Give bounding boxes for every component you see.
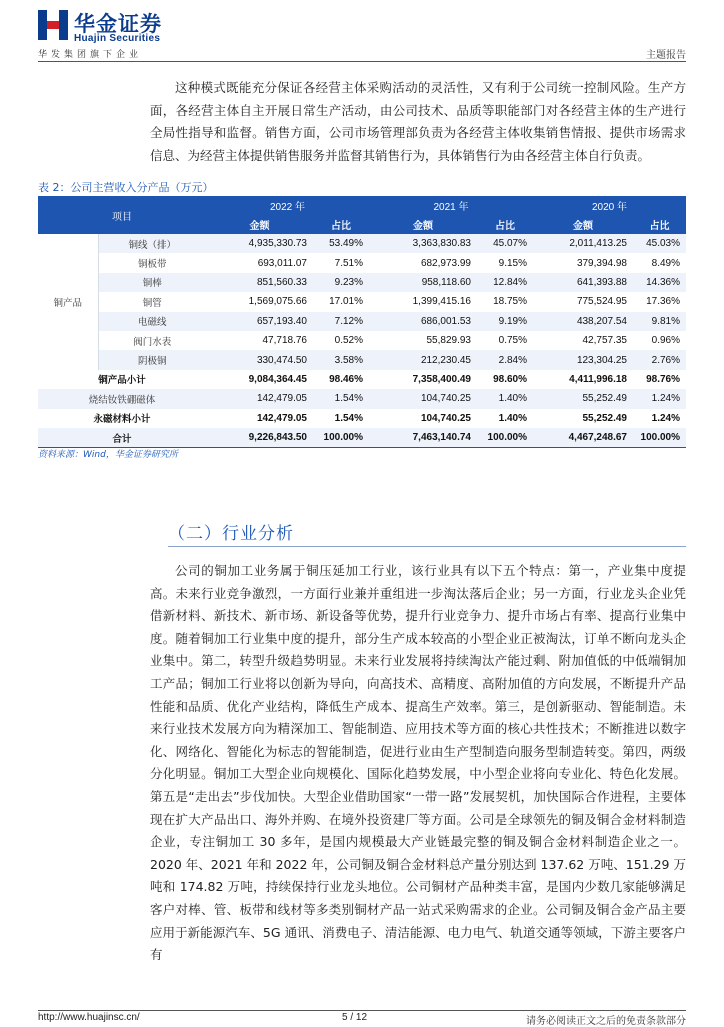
table-row bbox=[38, 350, 686, 369]
group-tagline: 华发集团旗下企业 bbox=[38, 50, 143, 60]
amount-cell: 3,363,830.83 bbox=[412, 238, 471, 250]
share-cell: 9.81% bbox=[651, 315, 680, 327]
share-cell: 2.84% bbox=[498, 354, 527, 366]
amount-cell: 104,740.25 bbox=[420, 393, 471, 405]
header-amount: 金额 bbox=[533, 215, 633, 234]
amount-cell: 7,358,400.49 bbox=[412, 373, 471, 385]
table-row bbox=[38, 331, 686, 350]
share-cell: 98.60% bbox=[493, 373, 527, 385]
share-cell: 9.15% bbox=[498, 257, 527, 269]
share-cell: 53.49% bbox=[329, 238, 363, 250]
share-cell: 7.12% bbox=[334, 315, 363, 327]
amount-cell: 438,207.54 bbox=[576, 315, 627, 327]
row-label: 电磁线 bbox=[137, 317, 167, 329]
huajin-logo-icon bbox=[38, 10, 68, 40]
amount-cell: 47,718.76 bbox=[262, 335, 307, 347]
section-paragraph-text: 公司的铜加工业务属于铜压延加工行业，该行业具有以下五个特点：第一，产业集中度提高。未来行业竞争激烈，一方面行业兼并重组进一步淘汰落后企业；另一方面，行业龙头企业凭借新材料、新技术、新市场、新设备等优势，提升行业竞争力、提升市场占有率、提高行业集中度。随着铜加工行业集中度的提升，部分生产成本较高的小型企业正被淘汰，订单不断向龙头企业集中。第二，转型升级趋势明显。未来行业发展将持续淘汰产能过剩、附加值低的中低端铜加工产品；铜加工行业将以创新为导向，向高技术、高精度、高附加值的方向发展，不断提升产品性能和品质、优化产业结构，降低生产成本、提高生产效率。第三，是创新驱动、智能制造。未来行业技术发展方向为精深加工、智能制造、应用技术等方面的核心共性技术；不断推进以数字化、网络化、智能化为标志的智能制造，促进行业由生产型制造向服务型制造转变。第四，两级分化明显。铜加工大型企业向规模化、国际化趋势发展，中小型企业将向专业化、特色化发展。第五是“走出去”步伐加快。大型企业借助国家“一带一路”发展契机，加快国际合作进程，主要体现在扩大产品出口、海外并购、在境外投资建厂等方面。公司是全球领先的铜及铜合金材料制造企业，专注铜加工 30 多年，是国内规模最大产业链最完整的铜及铜合金材料制造企业之一。2020 年、2021 年和 2022 年，公司铜及铜合金材料总产量分别达到 137.62 万吨、151.29 万吨和 174.82 万吨，持续保持行业龙头地位。公司铜材产品种类丰富，是国内少数几家能够满足客户对棒、管、板带和线材等多类别铜材产品一站式采购需求的企业。公司铜及铜合金产品主要应用于新能源汽车、5G 通讯、消费电子、清洁能源、电力电气、轨道交通等领域，下游主要客户有 bbox=[150, 563, 686, 963]
intro-paragraph-text: 这种模式既能充分保证各经营主体采购活动的灵活性，又有利于公司统一控制风险。生产方面，各经营主体自主开展日常生产活动，由公司技术、品质等职能部门对各经营主体的生产进行全局性指导和监督。销售方面，公司市场管理部负责为各经营主体收集销售情报、提供市场需求信息、为经营主体提供销售服务并监督其销售行为，具体销售行为由各经营主体自行负责。 bbox=[150, 80, 686, 163]
header-share: 占比 bbox=[313, 215, 369, 234]
header-share: 占比 bbox=[477, 215, 533, 234]
share-cell: 14.36% bbox=[646, 276, 680, 288]
amount-cell: 9,226,843.50 bbox=[206, 428, 313, 448]
header-amount: 金额 bbox=[206, 215, 313, 234]
row-label: 铜管 bbox=[142, 297, 162, 309]
section-divider bbox=[168, 546, 686, 547]
amount-cell: 682,973.99 bbox=[420, 257, 471, 269]
amount-cell: 379,394.98 bbox=[576, 257, 627, 269]
intro-paragraph bbox=[150, 77, 686, 167]
row-label: 永磁材料小计 bbox=[93, 414, 151, 426]
amount-cell: 851,560.33 bbox=[256, 276, 307, 288]
amount-cell: 958,118.60 bbox=[421, 276, 471, 288]
share-cell: 0.96% bbox=[651, 335, 680, 347]
amount-cell: 42,757.35 bbox=[582, 335, 627, 347]
share-cell: 3.58% bbox=[334, 354, 363, 366]
share-cell: 100.00% bbox=[633, 428, 686, 448]
report-type: 主题报告 bbox=[646, 50, 686, 61]
table-row bbox=[38, 370, 686, 389]
header-amount: 金额 bbox=[369, 215, 477, 234]
amount-cell: 104,740.25 bbox=[420, 412, 471, 424]
row-label: 铜产品小计 bbox=[98, 375, 146, 387]
share-cell: 1.40% bbox=[498, 412, 527, 424]
share-cell: 98.46% bbox=[329, 373, 363, 385]
amount-cell: 142,479.05 bbox=[256, 412, 307, 424]
amount-cell: 686,001.53 bbox=[420, 315, 471, 327]
page-number: 5 / 12 bbox=[342, 1012, 368, 1023]
amount-cell: 55,252.49 bbox=[582, 393, 627, 405]
amount-cell: 55,829.93 bbox=[426, 335, 471, 347]
share-cell: 98.76% bbox=[646, 373, 680, 385]
share-cell: 9.23% bbox=[334, 276, 363, 288]
table-caption: 表 2：公司主营收入分产品（万元） bbox=[38, 181, 214, 194]
share-cell: 1.54% bbox=[334, 412, 363, 424]
section-heading: （二）行业分析 bbox=[168, 524, 294, 544]
table-row bbox=[38, 312, 686, 331]
row-label: 合计 bbox=[38, 428, 206, 448]
table-row bbox=[38, 234, 686, 253]
share-cell: 0.52% bbox=[334, 335, 363, 347]
amount-cell: 693,011.07 bbox=[257, 257, 307, 269]
table-row bbox=[38, 389, 686, 408]
amount-cell: 330,474.50 bbox=[256, 354, 307, 366]
share-cell: 2.76% bbox=[651, 354, 680, 366]
amount-cell: 641,393.88 bbox=[576, 276, 627, 288]
amount-cell: 7,463,140.74 bbox=[369, 428, 477, 448]
share-cell: 17.01% bbox=[329, 296, 363, 308]
header-divider bbox=[38, 61, 686, 62]
share-cell: 9.19% bbox=[498, 315, 527, 327]
amount-cell: 55,252.49 bbox=[582, 412, 627, 424]
row-label: 阴极铜 bbox=[137, 356, 167, 368]
share-cell: 45.07% bbox=[493, 238, 527, 250]
header-year-2020: 2020 年 bbox=[533, 196, 686, 215]
share-cell: 100.00% bbox=[313, 428, 369, 448]
table-row bbox=[38, 428, 686, 448]
share-cell: 0.75% bbox=[498, 335, 527, 347]
header-year-2021: 2021 年 bbox=[369, 196, 533, 215]
share-cell: 12.84% bbox=[493, 276, 527, 288]
share-cell: 45.03% bbox=[646, 238, 680, 250]
header-year-2022: 2022 年 bbox=[206, 196, 369, 215]
row-group-label: 铜产品 bbox=[38, 234, 98, 370]
row-label: 铜线（排） bbox=[128, 239, 176, 251]
company-name-cn: 华金证券 bbox=[74, 12, 162, 36]
share-cell: 1.24% bbox=[651, 412, 680, 424]
amount-cell: 1,399,415.16 bbox=[412, 296, 471, 308]
amount-cell: 212,230.45 bbox=[420, 354, 471, 366]
share-cell: 1.24% bbox=[651, 393, 680, 405]
table-source: 资料来源：Wind，华金证券研究所 bbox=[38, 450, 178, 460]
amount-cell: 123,304.25 bbox=[576, 354, 627, 366]
footer-disclaimer: 请务必阅读正文之后的免责条款部分 bbox=[526, 1016, 686, 1027]
amount-cell: 142,479.05 bbox=[256, 393, 307, 405]
row-label: 铜棒 bbox=[142, 278, 162, 290]
row-label: 铜板带 bbox=[137, 259, 167, 271]
share-cell: 18.75% bbox=[493, 296, 527, 308]
row-label: 烧结钕铁硼磁体 bbox=[88, 394, 156, 406]
amount-cell: 4,935,330.73 bbox=[248, 238, 307, 250]
footer-divider bbox=[38, 1010, 686, 1011]
amount-cell: 2,011,413.25 bbox=[569, 238, 627, 250]
share-cell: 17.36% bbox=[646, 296, 680, 308]
amount-cell: 775,524.95 bbox=[576, 296, 627, 308]
amount-cell: 9,084,364.45 bbox=[248, 373, 307, 385]
amount-cell: 657,193.40 bbox=[256, 315, 307, 327]
table-row bbox=[38, 292, 686, 311]
share-cell: 7.51% bbox=[334, 257, 363, 269]
table-row bbox=[38, 273, 686, 292]
table-row bbox=[38, 253, 686, 272]
share-cell: 1.54% bbox=[334, 393, 363, 405]
share-cell: 1.40% bbox=[498, 393, 527, 405]
table-row bbox=[38, 409, 686, 428]
company-name-en: Huajin Securities bbox=[74, 33, 161, 44]
header-item: 项目 bbox=[38, 196, 206, 234]
amount-cell: 4,411,996.18 bbox=[569, 373, 627, 385]
section-paragraph bbox=[150, 560, 686, 967]
row-label: 阀门水表 bbox=[133, 336, 172, 348]
share-cell: 8.49% bbox=[651, 257, 680, 269]
footer-url[interactable]: http://www.huajinsc.cn/ bbox=[38, 1012, 140, 1023]
share-cell: 100.00% bbox=[477, 428, 533, 448]
amount-cell: 4,467,248.67 bbox=[533, 428, 633, 448]
header-share: 占比 bbox=[633, 215, 686, 234]
amount-cell: 1,569,075.66 bbox=[248, 296, 307, 308]
revenue-table bbox=[38, 196, 686, 448]
